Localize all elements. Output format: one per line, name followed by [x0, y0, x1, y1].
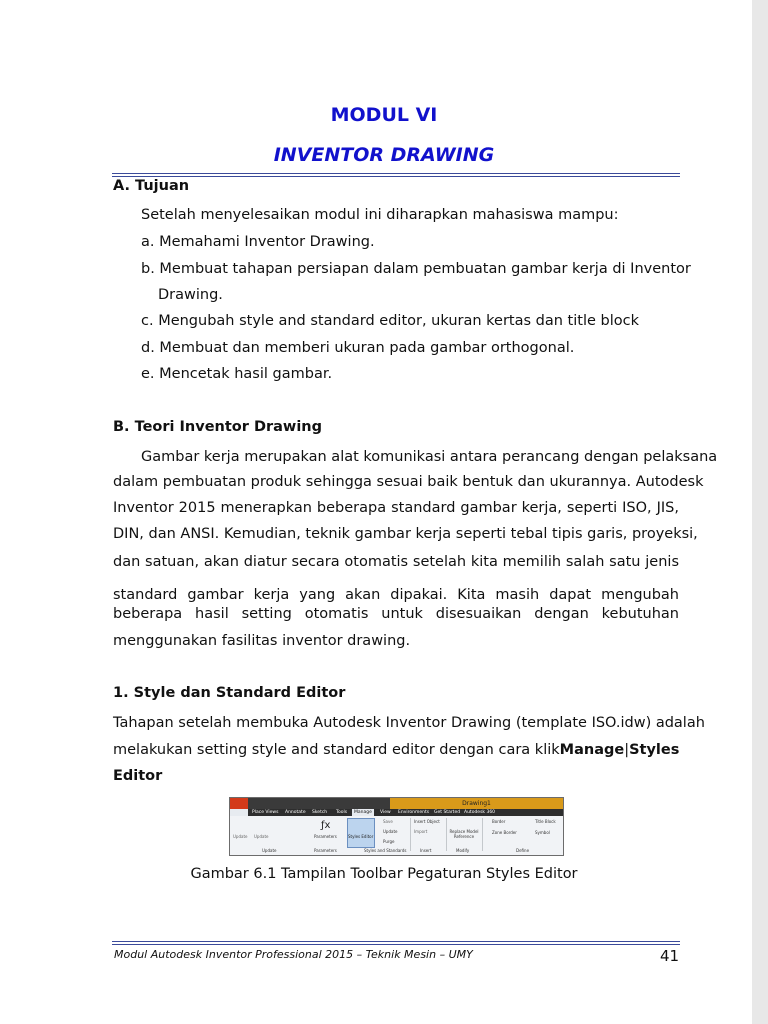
- tab-manage: Manage: [354, 810, 372, 815]
- replace-model-reference-button: Replace Model Reference: [449, 829, 479, 839]
- tab-environments: Environments: [398, 810, 430, 815]
- section-b-heading: B. Teori Inventor Drawing: [113, 419, 322, 435]
- zone-border-button: Zone Border: [492, 830, 517, 835]
- tab-get-started: Get Started: [434, 810, 461, 815]
- toolbar-window-title: Drawing1: [390, 798, 563, 809]
- figure-caption: Gambar 6.1 Tampilan Toolbar Pegaturan Styles Editor: [190, 866, 578, 882]
- path-separator: |: [624, 742, 630, 758]
- manage-label: Manage: [559, 742, 625, 758]
- group-label: Modify: [456, 848, 470, 853]
- group-label: Styles and Standards: [364, 848, 407, 853]
- page-number: 41: [660, 947, 680, 965]
- save-button: Save: [383, 819, 393, 824]
- divider: [482, 818, 483, 851]
- divider: [446, 818, 447, 851]
- paragraph-line: Gambar kerja merupakan alat komunikasi antara perancang dengan pelaksana: [141, 449, 718, 465]
- list-item: d. Membuat dan memberi ukuran pada gambar orthogonal.: [141, 340, 575, 356]
- section-a-heading: A. Tujuan: [113, 178, 190, 194]
- tab-autodesk-360: Autodesk 360: [464, 810, 496, 815]
- import-button: Import: [414, 829, 428, 834]
- paragraph-line: Tahapan setelah membuka Autodesk Inventor Drawing (template ISO.idw) adalah: [113, 715, 705, 731]
- footer-rule-top: [112, 941, 680, 942]
- list-item-continued: Drawing.: [158, 287, 223, 303]
- module-title: MODUL VI: [330, 104, 438, 126]
- group-label: Define: [516, 848, 530, 853]
- list-item: e. Mencetak hasil gambar.: [141, 366, 333, 382]
- paragraph-line: dan satuan, akan diatur secara otomatis setelah kita memilih salah satu jenis: [113, 554, 679, 570]
- paragraph-line: dalam pembuatan produk sehingga sesuai baik bentuk dan ukurannya. Autodesk: [113, 474, 704, 490]
- tab-view: View: [380, 810, 391, 815]
- group-label: Insert: [420, 848, 432, 853]
- tab-annotate: Annotate: [285, 810, 306, 815]
- styles-editor-button: [347, 818, 375, 848]
- title-block-button: Title Block: [535, 819, 556, 824]
- insert-object-button: Insert Object: [414, 819, 440, 824]
- symbol-button: Symbol: [535, 830, 550, 835]
- inventor-logo-icon: [230, 798, 248, 809]
- list-item: b. Membuat tahapan persiapan dalam pembuatan gambar kerja di Inventor: [141, 261, 691, 277]
- paragraph-line: standard gambar kerja yang akan dipakai. Kita masih dapat mengubah: [113, 587, 679, 603]
- parameters-button: Parameters: [314, 834, 337, 839]
- styles-editor-label: Styles Editor: [348, 834, 374, 839]
- paragraph-line: [113, 742, 679, 758]
- title-rule-top: [112, 173, 680, 174]
- update-button: Update: [233, 834, 248, 839]
- footer-rule-bottom: [112, 944, 680, 945]
- update-button: Update: [254, 834, 269, 839]
- paragraph-line: beberapa hasil setting otomatis untuk disesuaikan dengan kebutuhan: [113, 606, 679, 622]
- editor-label: Editor: [113, 768, 163, 784]
- instruction-text: melakukan setting style and standard editor dengan cara klik: [113, 742, 560, 758]
- toolbar-screenshot: [229, 797, 564, 856]
- paragraph-line: Inventor 2015 menerapkan beberapa standard gambar kerja, seperti ISO, JIS,: [113, 500, 679, 516]
- footer-text: Modul Autodesk Inventor Professional 2015 – Teknik Mesin – UMY: [114, 948, 473, 961]
- group-label: Update: [262, 848, 277, 853]
- tab-tools: Tools: [336, 810, 348, 815]
- tab-sketch: Sketch: [312, 810, 328, 815]
- border-button: Border: [492, 819, 506, 824]
- tab-place-views: Place Views: [252, 810, 279, 815]
- paragraph-line: menggunakan fasilitas inventor drawing.: [113, 633, 411, 649]
- list-item: a. Memahami Inventor Drawing.: [141, 234, 375, 250]
- styles-label: Styles: [629, 742, 680, 758]
- title-rule-bottom: [112, 176, 680, 177]
- menu-path: [560, 742, 680, 758]
- module-subtitle: INVENTOR DRAWING: [273, 144, 495, 166]
- list-item: c. Mengubah style and standard editor, ukuran kertas dan title block: [141, 313, 639, 329]
- fx-icon: ƒx: [321, 820, 331, 831]
- section-a-intro: Setelah menyelesaikan modul ini diharapkan mahasiswa mampu:: [141, 207, 619, 223]
- subsection-heading: 1. Style dan Standard Editor: [113, 685, 346, 701]
- purge-button: Purge: [383, 839, 395, 844]
- paragraph-line: DIN, dan ANSI. Kemudian, teknik gambar kerja seperti tebal tipis garis, proyeksi,: [113, 526, 698, 542]
- group-label: Parameters: [314, 848, 337, 853]
- toolbar-tab-strip: [248, 809, 563, 816]
- update-button: Update: [383, 829, 398, 834]
- divider: [410, 818, 411, 851]
